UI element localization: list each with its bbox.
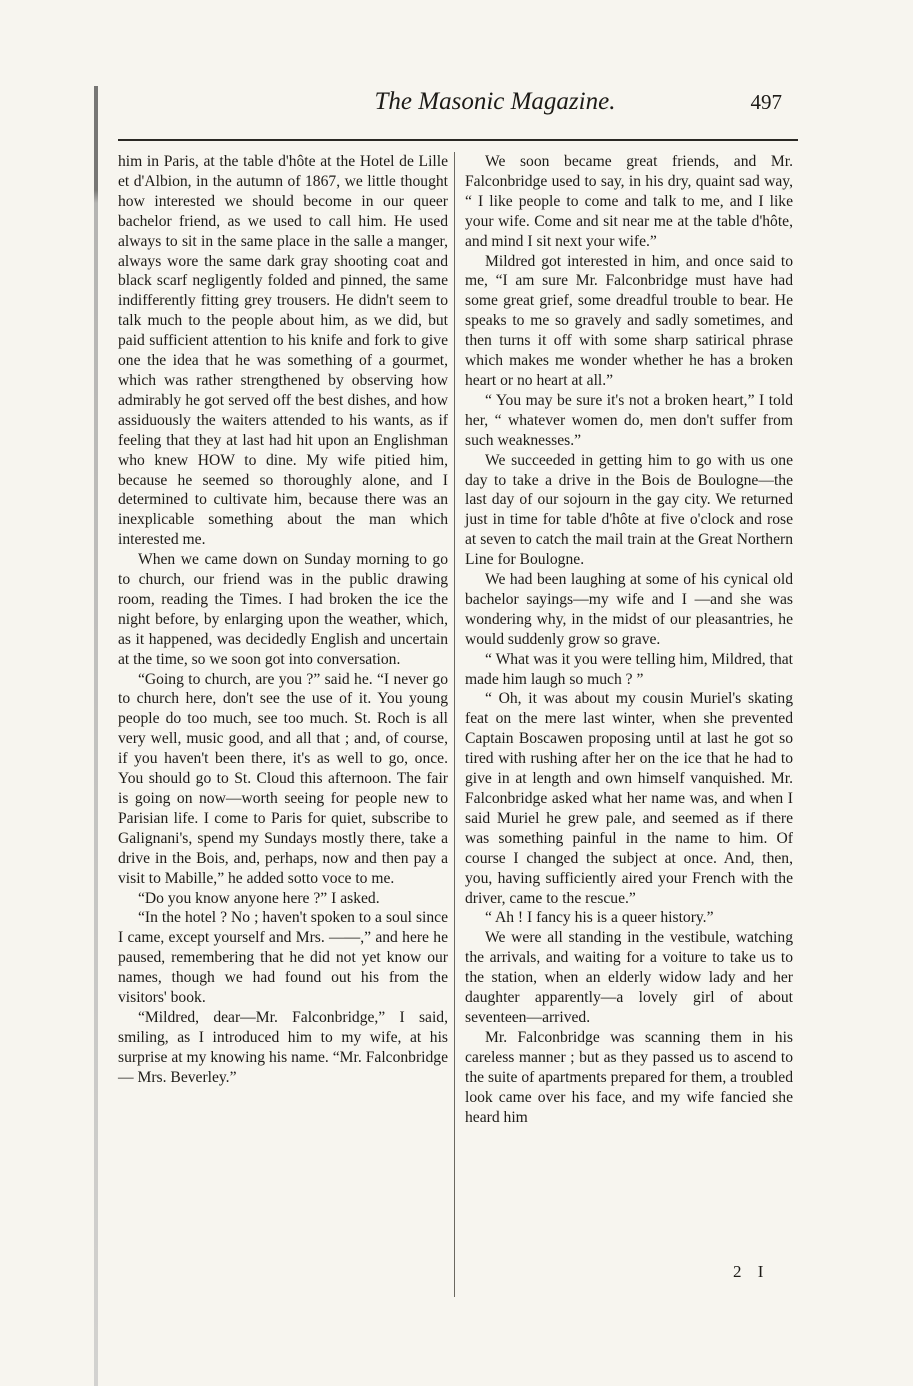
page-header	[120, 88, 800, 124]
paragraph: We were all standing in the vestibule, watching the arrivals, and waiting for a voiture to take us to the station, when an elderly widow lady and her daughter apparently—a lovely girl of about seventeen—arrived.	[465, 929, 793, 1026]
paragraph: We had been laughing at some of his cynical old bachelor sayings—my wife and I —and she was wondering why, in the midst of our pleasantries, he would suddenly grow so grave.	[465, 571, 793, 648]
paragraph: When we came down on Sunday morning to go to church, our friend was in the public drawing room, reading the Times. I had broken the ice the night before, by enlarging upon the weather, which, as it happened, was decidedly English and uncertain at the time, so we soon got into conversation.	[118, 551, 448, 668]
right-column	[465, 152, 793, 1127]
paragraph: him in Paris, at the table d'hôte at the Hotel de Lille et d'Albion, in the autumn of 1867, we little thought how interested we should become in our queer bachelor friend, as we used to call him. He used always to sit in the same place in the salle a manger, always wore the same dark gray shooting coat and black scarf negligently folded and pinned, the same indifferently fitting grey trousers. He didn't seem to talk much to the people about him, as we did, but paid sufficient attention to his knife and fork to give one the idea that he was something of a gourmet, which was rather strengthened by observing how admirably he got served off the best dishes, and how assiduously the waiters attended to his wants, as if feeling that they at last had hit upon an Englishman who knew HOW to dine. My wife pitied him, because he seemed so thoroughly alone, and I determined to cultivate him, because there was an inexplicable something about the man which interested me.	[118, 153, 448, 549]
left-column	[118, 152, 448, 1088]
page-number: 497	[750, 90, 782, 114]
signature-mark: 2 I	[733, 1262, 770, 1281]
paragraph: Mildred got interested in him, and once said to me, “I am sure Mr. Falconbridge must have had some great grief, some dreadful trouble to bear. He speaks to me so gravely and sadly sometimes, and then turns it off with some sharp satirical phrase which makes me wonder whether he has a broken heart or no heart at all.”	[465, 252, 793, 389]
paragraph: “Going to church, are you ?” said he. “I never go to church here, don't see the use of it. You young people do too much, see too much. St. Roch is all very well, music good, and all that ; and, of course, if you haven't been there, it's as well to go, once. You should go to St. Cloud this afternoon. The fair is going on now—worth seeing for people new to Parisian life. I come to Paris for quiet, subscribe to Galignani's, spend my Sundays mostly there, take a drive in the Bois, and, perhaps, now and then pay a visit to Mabille,” he added sotto voce to me.	[118, 670, 448, 887]
paragraph: Mr. Falconbridge was scanning them in his careless manner ; but as they passed us to ascend to the suite of apartments prepared for them, a troubled look came over his face, and my wife fancied she heard him	[465, 1028, 793, 1126]
paragraph: “ Oh, it was about my cousin Muriel's skating feat on the mere last winter, when she prevented Captain Boscawen proposing until at last he got so tired with rushing after her on the ice that he had to give in at length and own himself vanquished. Mr. Falconbridge asked what her name was, and when I said Muriel he grew pale, and seemed as if there was something painful in the name to him. Of course I changed the subject at once. And, then, you, having sufficiently aired your French with the driver, came to the rescue.”	[465, 690, 793, 907]
paragraph: We succeeded in getting him to go with us one day to take a drive in the Bois de Boulogne—the last day of our sojourn in the gay city. We returned just in time for table d'hôte at five o'clock and rose at seven to catch the mail train at the Great Northern Line for Boulogne.	[465, 451, 793, 569]
paragraph: “Mildred, dear—Mr. Falconbridge,” I said, smiling, as I introduced him to my wife, at his surprise at my knowing his name. “Mr. Falconbridge— Mrs. Beverley.”	[118, 1008, 448, 1086]
paragraph: “In the hotel ? No ; haven't spoken to a soul since I came, except yourself and Mrs. ——,” and here he paused, remembering that he did not yet know our names, though we had found out his from the visitors' book.	[118, 909, 448, 1007]
running-title: The Masonic Magazine.	[374, 88, 616, 115]
binding-edge	[94, 86, 98, 1386]
header-rule	[118, 139, 798, 141]
paragraph: “ What was it you were telling him, Mildred, that made him laugh so much ? ”	[465, 650, 793, 688]
paragraph: “ Ah ! I fancy his is a queer history.”	[485, 909, 714, 927]
paragraph: We soon became great friends, and Mr. Falconbridge used to say, in his dry, quaint sad way, “ I like people to come and talk to me, and I like your wife. Come and sit near me at the table d'hôte, and mind I sit next your wife.”	[465, 153, 793, 250]
paragraph: “ You may be sure it's not a broken heart,” I told her, “ whatever women do, men don't suffer from such weaknesses.”	[465, 391, 793, 449]
column-divider	[454, 152, 455, 1297]
paragraph: “Do you know anyone here ?” I asked.	[138, 889, 380, 907]
